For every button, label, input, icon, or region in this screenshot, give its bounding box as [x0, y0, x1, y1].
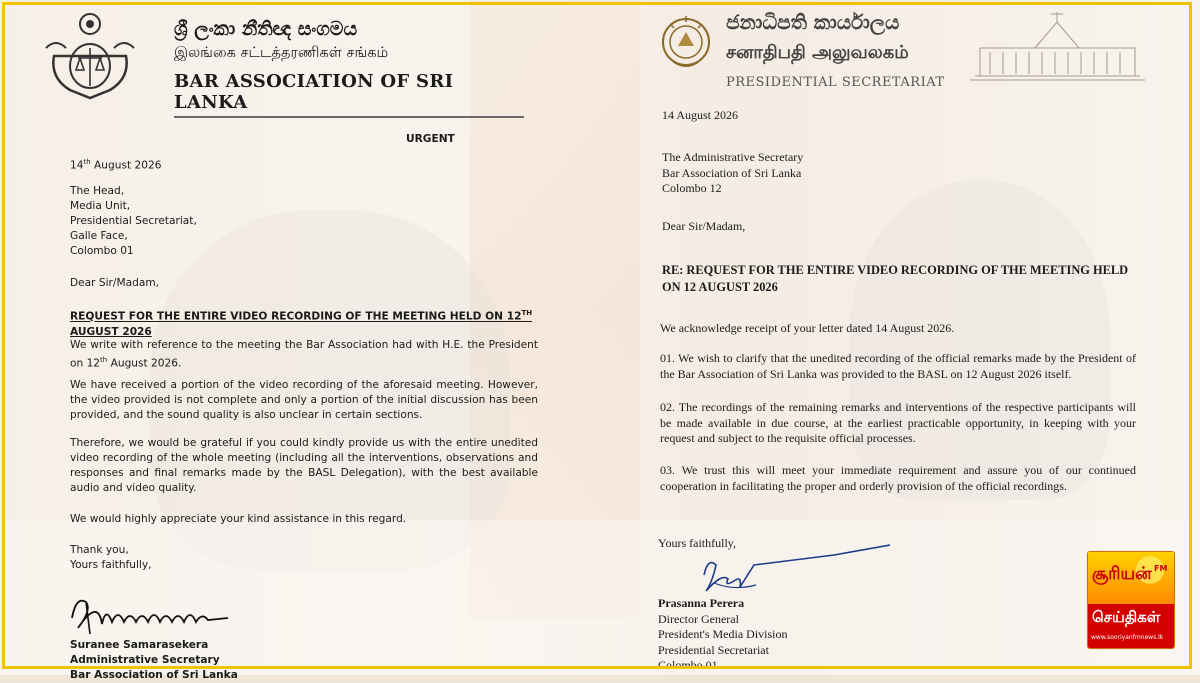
reply-salutation: Dear Sir/Madam,: [662, 219, 746, 233]
closing: [70, 543, 152, 573]
letter-date: [70, 155, 161, 174]
org-name-english: BAR ASSOCIATION OF SRI LANKA: [174, 71, 524, 118]
date-suffix: th: [83, 158, 91, 166]
reply-signatory-title: Director General: [658, 611, 739, 626]
sooriyan-fm-news-logo: [1088, 552, 1174, 648]
logo-brand: சூரியன்: [1092, 564, 1152, 584]
org-name-tamil: இலங்கை சட்டத்தரணிகள் சங்கம்: [174, 45, 389, 61]
address-line: Bar Association of Sri Lanka: [662, 165, 802, 180]
closing-line: Thank you,: [70, 544, 129, 556]
logo-url: www.sooriyanfmnews.lk: [1091, 634, 1164, 641]
reply-recipient-address: [662, 150, 803, 197]
salutation: Dear Sir/Madam,: [70, 277, 160, 289]
address-line: Colombo 01: [70, 245, 134, 257]
paragraph-1: [70, 338, 538, 372]
signature-right: [694, 535, 894, 605]
paragraph-4: We would highly appreciate your kind assistance in this regard.: [70, 513, 407, 525]
address-line: Presidential Secretariat,: [70, 215, 197, 227]
date-rest: August 2026: [90, 159, 162, 172]
address-line: Colombo 12: [662, 181, 722, 195]
para1-sup: th: [100, 356, 108, 364]
reply-signatory-name: Prasanna Perera: [658, 596, 745, 610]
reply-signatory-city: Colombo 01: [658, 658, 718, 672]
subject-text: REQUEST FOR THE ENTIRE VIDEO RECORDING OF THE MEETING HELD ON 12: [70, 310, 522, 323]
recipient-address: [70, 184, 197, 259]
state-emblem-icon: [660, 12, 712, 72]
subject-sup: TH: [521, 309, 533, 317]
letter-subject: [70, 306, 538, 340]
logo-brand-suffix: FM: [1154, 564, 1168, 573]
ps-name-sinhala: ජනාධිපති කාර්යාලය: [726, 10, 900, 34]
reply-date: 14 August 2026: [662, 108, 739, 122]
reply-closing: Yours faithfully,: [658, 536, 737, 550]
signatory-name: Suranee Samarasekera: [70, 639, 209, 651]
basl-letter: [42, 8, 562, 681]
signatory-block: [70, 638, 238, 683]
reply-subject: RE: REQUEST FOR THE ENTIRE VIDEO RECORDING OF THE MEETING HELD ON 12 AUGUST 2026: [662, 263, 1129, 294]
presidential-letterhead: [726, 10, 945, 90]
date-day: 14: [70, 159, 84, 172]
secretariat-building-icon: [965, 4, 1150, 84]
paragraph-3: Therefore, we would be grateful if you could kindly provide us with the entire unedited video recording of the whole meeting (including all the interventions, observations and responses and final remarks made by the BASL Delegation), with the best available audio and video quality.: [70, 437, 538, 494]
reply-signatory-division: President's Media Division: [658, 627, 788, 641]
basl-letterhead: [174, 18, 524, 118]
para1-text-end: August 2026.: [107, 357, 182, 370]
logo-section: செய்திகள்: [1092, 608, 1161, 626]
signatory-title: Administrative Secretary: [70, 654, 220, 666]
org-name-sinhala: ශ්‍රී ලංකා නීතිඥ සංගමය: [174, 18, 358, 40]
reply-paragraph-3: 02. The recordings of the remaining remarks and interventions of the respective participants will be made available in due course, at the earliest practicable opportunity, in keeping with your request and subject to the requisite official processes.: [660, 400, 1136, 445]
para1-text: We write with reference to the meeting the Bar Association had with H.E. the President on 12: [70, 339, 538, 370]
address-line: The Head,: [70, 185, 125, 197]
reply-signatory-block: [658, 596, 788, 674]
paragraph-2: We have received a portion of the video recording of the aforesaid meeting. However, the video provided is not complete and only a portion of the initial discussion has been provided, and the sound quality is also unclear in certain sections.: [70, 379, 538, 421]
ps-name-english: PRESIDENTIAL SECRETARIAT: [726, 75, 945, 90]
ps-name-tamil: சனாதிபதி அலுவலகம்: [726, 42, 909, 63]
reply-paragraph-2: 01. We wish to clarify that the unedited recording of the official remarks made by the President of the Bar Association of Sri Lanka was provided to the BASL on 12 August 2026 itself.: [660, 351, 1136, 381]
closing-line: Yours faithfully,: [70, 559, 152, 571]
address-line: Galle Face,: [70, 230, 128, 242]
subject-text-end: AUGUST 2026: [70, 325, 152, 338]
urgent-label: URGENT: [406, 133, 455, 145]
signature-left: [68, 588, 238, 638]
address-line: The Administrative Secretary: [662, 150, 804, 164]
basl-emblem-icon: [42, 8, 138, 104]
reply-paragraph-4: 03. We trust this will meet your immediate requirement and assure you of our continued cooperation in facilitating the proper and orderly provision of the official recordings.: [660, 463, 1136, 493]
reply-signatory-org: Presidential Secretariat: [658, 642, 769, 657]
address-line: Media Unit,: [70, 200, 131, 212]
signatory-org: Bar Association of Sri Lanka: [70, 669, 238, 681]
reply-paragraph-1: We acknowledge receipt of your letter dated 14 August 2026.: [660, 321, 955, 335]
